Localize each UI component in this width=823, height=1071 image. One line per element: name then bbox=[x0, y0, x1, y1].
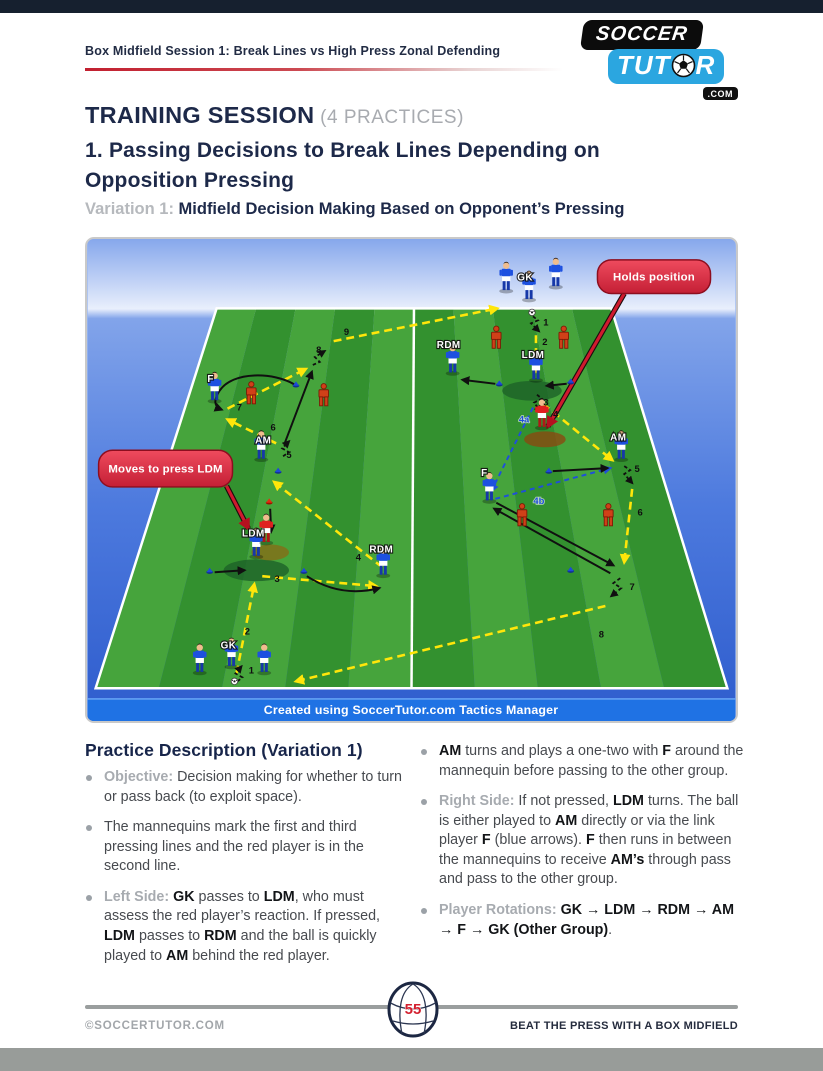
variation-title: Midfield Decision Making Based on Opponent’s Pressing bbox=[178, 200, 625, 218]
bullet-text: Player Rotations: GK → LDM → RDM → AM → F → GK (Other Group). bbox=[439, 902, 734, 938]
sequence-number: 3 bbox=[274, 573, 280, 585]
bullet-item bbox=[420, 901, 744, 940]
description-right-column bbox=[420, 742, 744, 951]
bullet-dot bbox=[421, 908, 427, 914]
position-label: AM bbox=[255, 435, 272, 447]
sequence-number: 5 bbox=[634, 463, 640, 475]
alt-sequence-label: 4a bbox=[518, 413, 530, 425]
zone-shadow bbox=[524, 431, 566, 447]
sequence-number: 1 bbox=[248, 664, 254, 676]
sequence-number: 6 bbox=[637, 506, 643, 518]
diagram-caption: Created using SoccerTutor.com Tactics Manager bbox=[263, 703, 559, 718]
sequence-number: 8 bbox=[316, 344, 322, 356]
logo-tutor-text: TUT R bbox=[608, 49, 724, 84]
description-heading: Practice Description (Variation 1) bbox=[85, 740, 363, 760]
sequence-number: 1 bbox=[543, 316, 549, 328]
logo-soccer-text: SOCCER bbox=[580, 20, 704, 50]
bullet-text: Left Side: GK passes to LDM, who must assess the red player’s reaction. If pressed, LDM passes to RDM and the ball is quickly played to AM behind the red player. bbox=[104, 888, 381, 964]
callout-text: Holds position bbox=[613, 271, 695, 284]
session-breadcrumb: Box Midfield Session 1: Break Lines vs High Press Zonal Defending bbox=[85, 44, 501, 58]
caption-bar-highlight bbox=[88, 698, 736, 699]
position-label: RDM bbox=[369, 544, 394, 556]
sequence-number: 7 bbox=[236, 401, 243, 413]
description-left-column bbox=[85, 768, 409, 977]
copyright-text: ©SOCCERTUTOR.COM bbox=[85, 1020, 225, 1032]
position-label: LDM bbox=[241, 528, 265, 540]
bullet-item bbox=[85, 768, 409, 807]
speech-callout bbox=[99, 450, 233, 487]
callout-text: Moves to press LDM bbox=[108, 463, 223, 476]
sequence-number: 3 bbox=[543, 396, 549, 408]
tactics-field-svg bbox=[87, 239, 736, 721]
page-number: 55 bbox=[404, 1001, 422, 1018]
position-label: LDM bbox=[521, 350, 545, 362]
position-label: GK bbox=[517, 272, 533, 284]
bullet-item bbox=[420, 742, 744, 781]
position-label: GK bbox=[220, 640, 237, 652]
variation-line bbox=[85, 200, 624, 219]
sequence-number: 4 bbox=[553, 408, 559, 420]
position-label: RDM bbox=[436, 340, 461, 352]
football bbox=[529, 309, 536, 316]
bullet-text: Objective: Decision making for whether to turn or pass back (to exploit space). bbox=[104, 769, 402, 805]
bullet-dot bbox=[86, 895, 92, 901]
bullet-text: The mannequins mark the first and third pressing lines and the red player is in the second line. bbox=[104, 819, 364, 875]
bullet-item bbox=[85, 888, 409, 966]
top-navy-bar bbox=[0, 0, 823, 13]
sequence-number: 9 bbox=[343, 326, 350, 338]
sequence-number: 8 bbox=[598, 628, 605, 640]
soccertutor-logo bbox=[572, 20, 738, 98]
practices-count: (4 PRACTICES) bbox=[314, 107, 464, 128]
bullet-text: Right Side: If not pressed, LDM turns. The ball is either played to AM directly or via the link player F (blue arrows). F then runs in between the mannequins to receive AM’s through pass and pass to the other group. bbox=[439, 793, 739, 888]
bullet-item bbox=[420, 792, 744, 890]
position-label: F bbox=[481, 468, 488, 480]
bullet-text: AM turns and plays a one-two with F around the mannequin before passing to the other group. bbox=[439, 743, 744, 779]
section-title: TRAINING SESSION bbox=[85, 102, 315, 128]
zone-shadow bbox=[502, 381, 562, 401]
section-heading bbox=[85, 102, 464, 129]
header-divider bbox=[85, 68, 563, 71]
position-label: AM bbox=[610, 432, 627, 444]
position-label: F bbox=[207, 373, 214, 385]
sequence-number: 5 bbox=[286, 449, 292, 461]
football bbox=[231, 678, 238, 685]
alt-sequence-label: 4b bbox=[533, 494, 545, 506]
practice-title: 1. Passing Decisions to Break Lines Depending on Opposition Pressing bbox=[85, 139, 600, 192]
variation-label: Variation 1: bbox=[85, 200, 179, 218]
sequence-number: 4 bbox=[355, 551, 362, 563]
bullet-dot bbox=[421, 749, 427, 755]
sequence-number: 6 bbox=[270, 421, 276, 433]
bullet-dot bbox=[421, 799, 427, 805]
bottom-gray-bar bbox=[0, 1048, 823, 1071]
logo-com-badge: .COM bbox=[703, 87, 739, 100]
sequence-number: 2 bbox=[244, 625, 250, 637]
sequence-number: 7 bbox=[629, 581, 635, 593]
page-number-ball-icon bbox=[387, 981, 439, 1038]
bullet-dot bbox=[86, 825, 92, 831]
tactics-diagram bbox=[85, 237, 738, 723]
speech-callout bbox=[597, 260, 710, 294]
sequence-number: 2 bbox=[542, 336, 548, 348]
bullet-item bbox=[85, 818, 409, 877]
bullet-dot bbox=[86, 775, 92, 781]
book-title: BEAT THE PRESS WITH A BOX MIDFIELD bbox=[510, 1020, 738, 1032]
soccer-ball-icon bbox=[671, 53, 696, 78]
